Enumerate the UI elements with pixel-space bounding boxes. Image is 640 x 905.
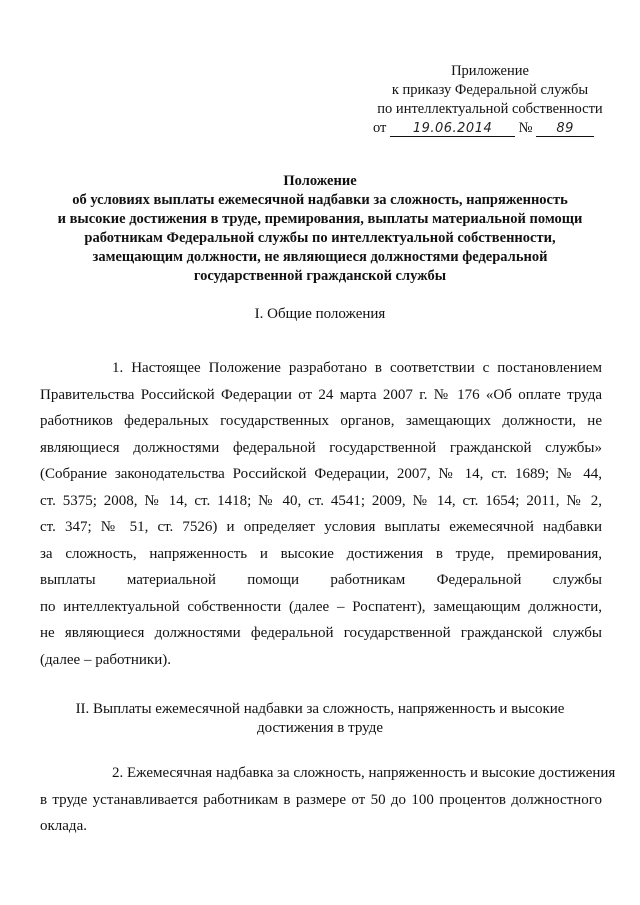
paragraph-line: 1. Настоящее Положение разработано в соответствии с постановлением <box>112 360 602 376</box>
paragraph-line: являющиеся должностями федеральной государственной гражданской службы» <box>40 439 602 456</box>
appendix-title: Приложение <box>451 63 529 79</box>
paragraph-line: за сложность, напряженность и высокие достижения в труде, премирования, <box>40 545 602 562</box>
order-date: 19.06.2014 <box>390 121 515 137</box>
appendix-block <box>360 62 620 119</box>
paragraph-line: 2. Ежемесячная надбавка за сложность, напряженность и высокие достижения <box>112 765 616 781</box>
appendix-order-ref: к приказу Федеральной службы <box>391 82 589 98</box>
order-number: 89 <box>536 121 594 137</box>
title-line: об условиях выплаты ежемесячной надбавки за сложность, напряженность <box>72 192 568 208</box>
paragraph-line: в труде устанавливается работникам в размере от 50 до 100 процентов должностного <box>40 791 602 808</box>
paragraph-line: работников федеральных государственных органов, замещающих должности, не <box>40 413 602 429</box>
from-label: от <box>373 120 387 136</box>
title-line: и высокие достижения в труде, премирования, выплаты материальной помощи <box>57 211 583 227</box>
paragraph-line: ст. 5375; 2008, № 14, ст. 1418; № 40, ст. 4541; 2009, № 14, ст. 1654; 2011, № 2, <box>40 492 602 509</box>
section-heading-1: I. Общие положения <box>254 306 386 322</box>
paragraph-line: Правительства Российской Федерации от 24 марта 2007 г. № 176 «Об оплате труда <box>40 386 602 403</box>
number-label: № <box>518 120 533 136</box>
title-line: замещающим должности, не являющиеся должностями федеральной <box>92 249 548 265</box>
section-heading-2 <box>40 700 600 738</box>
paragraph-line: не являющиеся должностями федеральной государственной гражданской службы <box>40 625 602 641</box>
title-line: Положение <box>283 173 357 189</box>
paragraph-line: (Собрание законодательства Российской Федерации, 2007, № 14, ст. 1689; № 44, <box>40 466 602 482</box>
title-line: работникам Федеральной службы по интеллектуальной собственности, <box>84 230 556 246</box>
paragraph-1 <box>40 355 602 673</box>
title-line: государственной гражданской службы <box>193 268 447 284</box>
document-title <box>40 172 600 286</box>
section-heading-line: достижения в труде <box>257 720 383 736</box>
paragraph-line: по интеллектуальной собственности (далее – Роспатент), замещающим должности, <box>40 598 602 615</box>
paragraph-line: оклада. <box>40 818 87 834</box>
paragraph-2 <box>40 760 616 840</box>
section-heading-line: II. Выплаты ежемесячной надбавки за сложность, напряженность и высокие <box>75 701 565 717</box>
appendix-agency: по интеллектуальной собственности <box>377 101 603 117</box>
paragraph-line: выплаты материальной помощи работникам Федеральной службы <box>40 572 602 588</box>
order-date-number <box>373 120 594 137</box>
paragraph-line: (далее – работники). <box>40 651 171 668</box>
paragraph-line: ст. 347; № 51, ст. 7526) и определяет условия выплаты ежемесячной надбавки <box>40 519 602 535</box>
